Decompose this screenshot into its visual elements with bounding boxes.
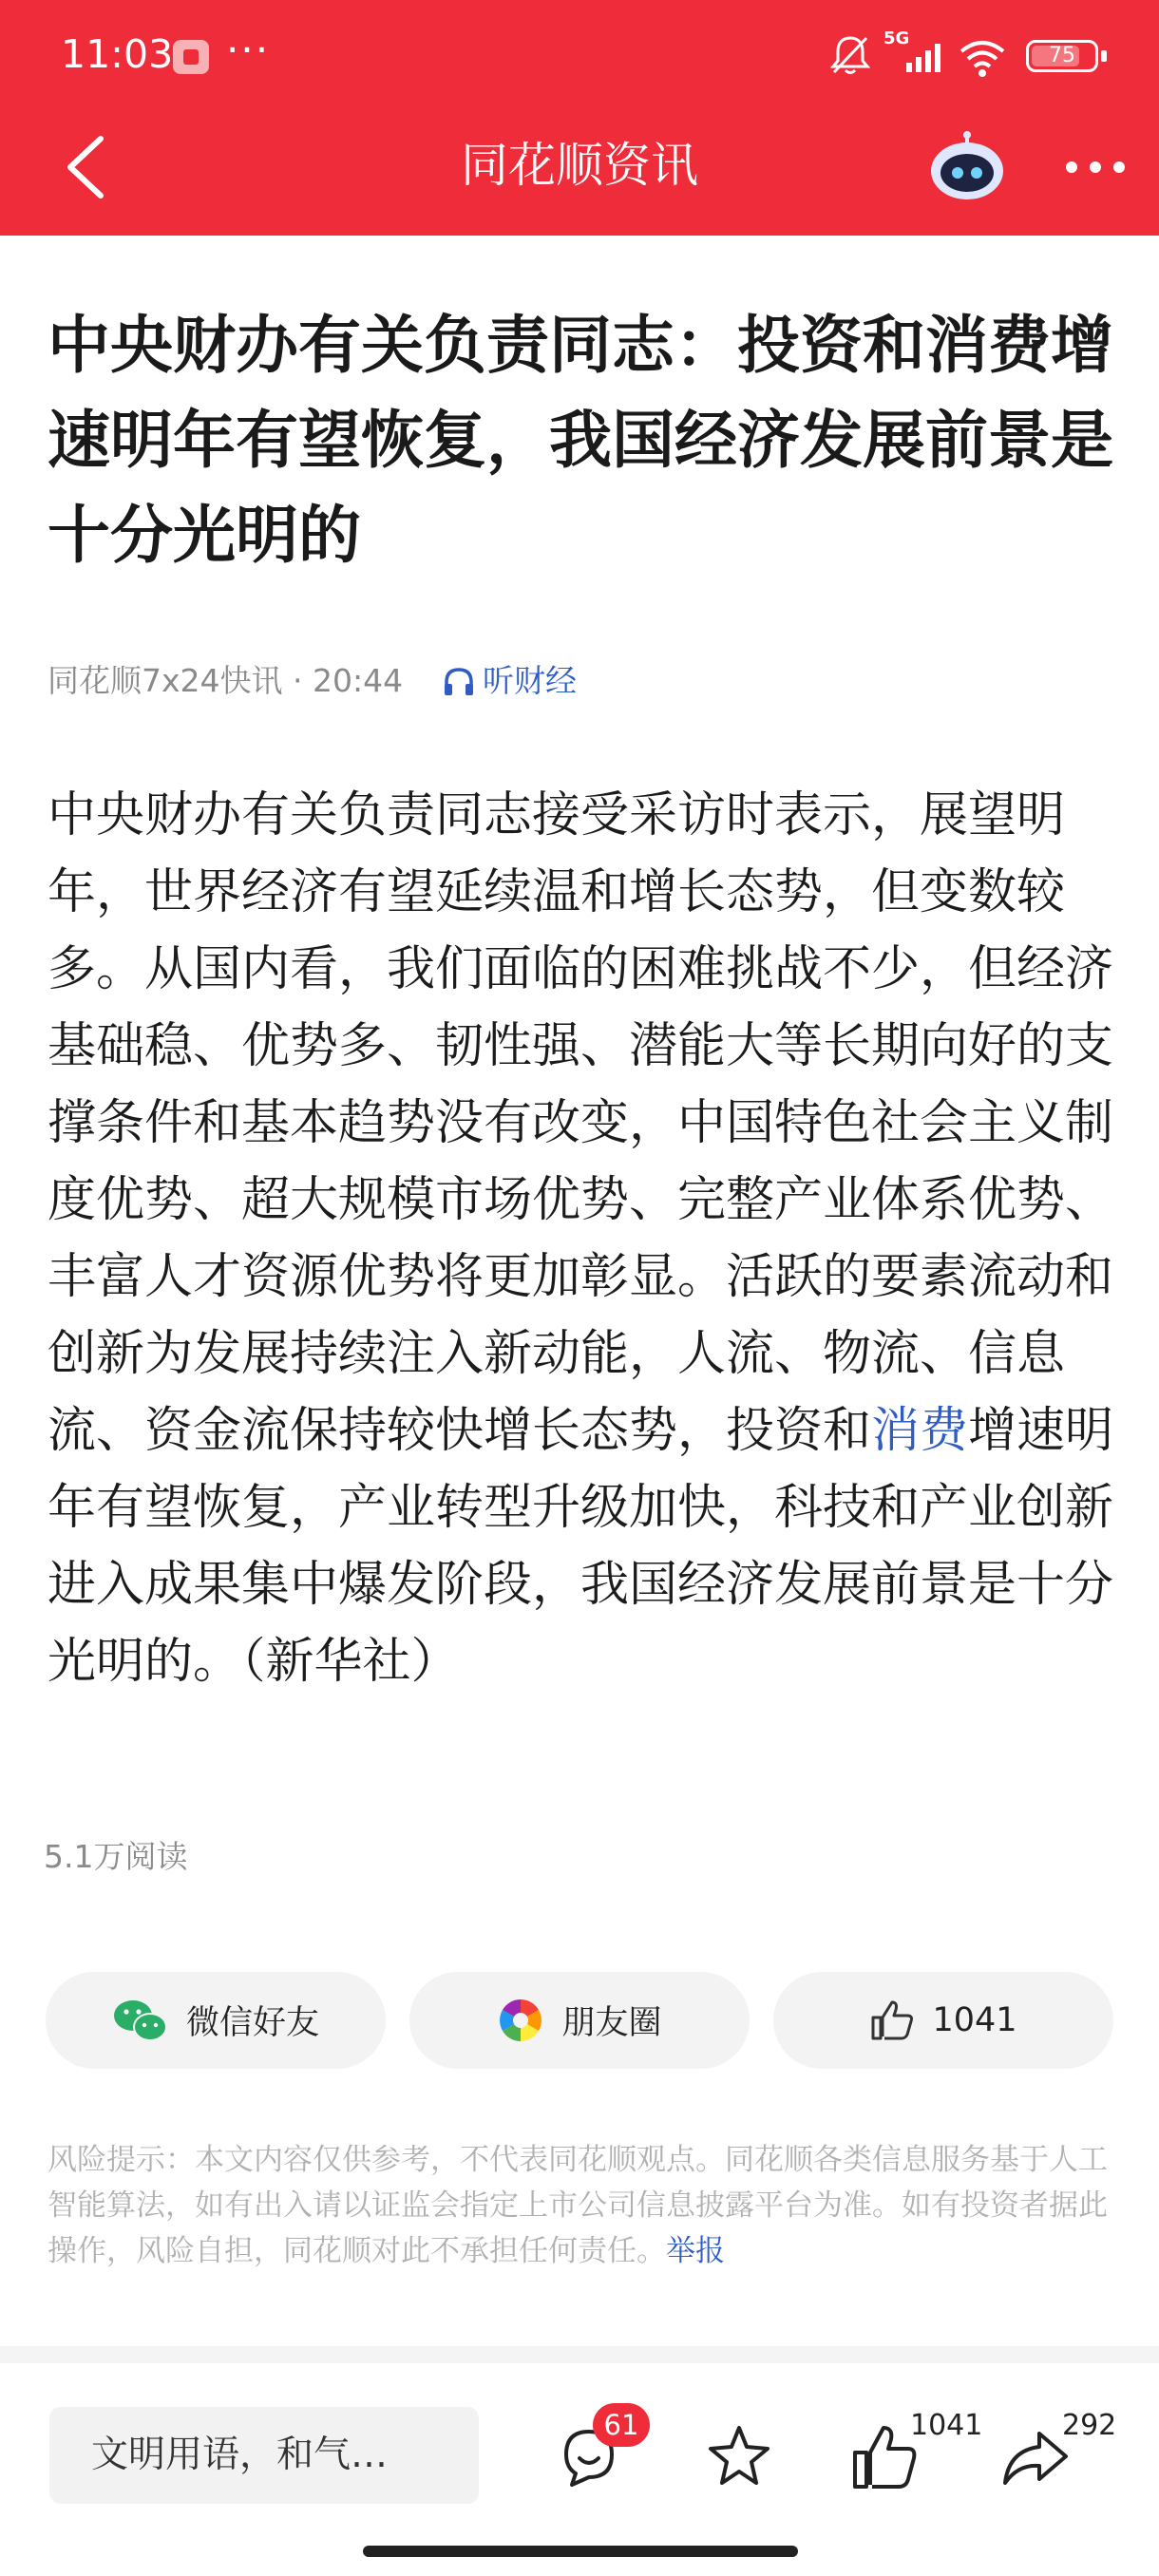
comment-input[interactable]: 文明用语，和气… xyxy=(49,2407,479,2504)
share-wechat-label: 微信好友 xyxy=(185,2004,319,2042)
signal-icon xyxy=(902,40,948,74)
listen-label: 听财经 xyxy=(483,662,577,699)
home-indicator[interactable] xyxy=(363,2546,798,2557)
article-body-text-end: 增速明年有望恢复，产业转型升级加快，科技和产业创新进入成果集中爆发阶段，我国经济发展前景是十分光明的。（新华社） xyxy=(48,1403,1114,1690)
article-source-time: 同花顺7x24快讯 · 20:44 xyxy=(48,662,404,699)
thumbs-up-icon xyxy=(869,1998,915,2042)
app-header xyxy=(0,0,1159,236)
section-divider xyxy=(0,2346,1159,2363)
status-more-indicator: ··· xyxy=(226,27,271,73)
page-title: 同花顺资讯 xyxy=(461,138,698,193)
favorite-star-icon[interactable] xyxy=(701,2413,777,2498)
battery-level: 75 xyxy=(1049,44,1075,67)
wifi-icon xyxy=(958,38,1007,78)
comment-count-badge: 61 xyxy=(593,2403,650,2447)
battery-tip xyxy=(1101,50,1107,62)
risk-text: 风险提示：本文内容仅供参考，不代表同花顺观点。同花顺各类信息服务基于人工智能算法，如有出入请以证监会指定上市公司信息披露平台为准。如有投资者据此操作，风险自担，同花顺对此不承担任何责任。 xyxy=(48,2143,1108,2268)
article-body-text: 中央财办有关负责同志接受采访时表示，展望明年，世界经济有望延续温和增长态势，但变数较多。从国内看，我们面临的困难挑战不少，但经济基础稳、优势多、韧性强、潜能大等长期向好的支撑条件和基本趋势没有改变，中国特色社会主义制度优势、超大规模市场优势、完整产业体系优势、丰富人才资源优势将更加彰显。活跃的要素流动和创新为发展持续注入新动能，人流、物流、信息流、资金流保持较快增长态势，投资和 xyxy=(48,787,1114,1459)
status-icons xyxy=(828,25,1123,82)
wechat-icon xyxy=(112,1997,169,2044)
network-type: 5G xyxy=(884,28,910,48)
mute-icon xyxy=(828,34,872,76)
moments-icon xyxy=(497,1997,544,2044)
stock-topic-link[interactable]: 消费 xyxy=(871,1403,969,1459)
report-link[interactable]: 举报 xyxy=(666,2234,725,2268)
headphones-icon xyxy=(443,667,475,697)
more-options-icon[interactable] xyxy=(1062,148,1129,186)
share-wechat-button[interactable] xyxy=(46,1972,386,2069)
share-count: 292 xyxy=(1062,2409,1117,2442)
notification-icon xyxy=(173,40,209,74)
share-moments-label: 朋友圈 xyxy=(561,2004,662,2042)
article-title: 中央财办有关负责同志：投资和消费增速明年有望恢复，我国经济发展前景是十分光明的 xyxy=(48,309,1113,572)
like-button[interactable] xyxy=(773,1972,1113,2069)
risk-disclaimer xyxy=(48,2137,1121,2274)
robot-assistant-icon[interactable] xyxy=(925,129,1009,205)
listen-button[interactable] xyxy=(443,657,577,705)
read-count: 5.1万阅读 xyxy=(44,1838,188,1875)
bottom-like-count: 1041 xyxy=(910,2409,983,2442)
share-moments-button[interactable] xyxy=(409,1972,750,2069)
like-count: 1041 xyxy=(932,2001,1017,2039)
battery-icon xyxy=(1026,40,1098,72)
status-time: 11:03 xyxy=(61,31,174,77)
article-body xyxy=(48,777,1116,1700)
status-bar xyxy=(0,0,1159,112)
